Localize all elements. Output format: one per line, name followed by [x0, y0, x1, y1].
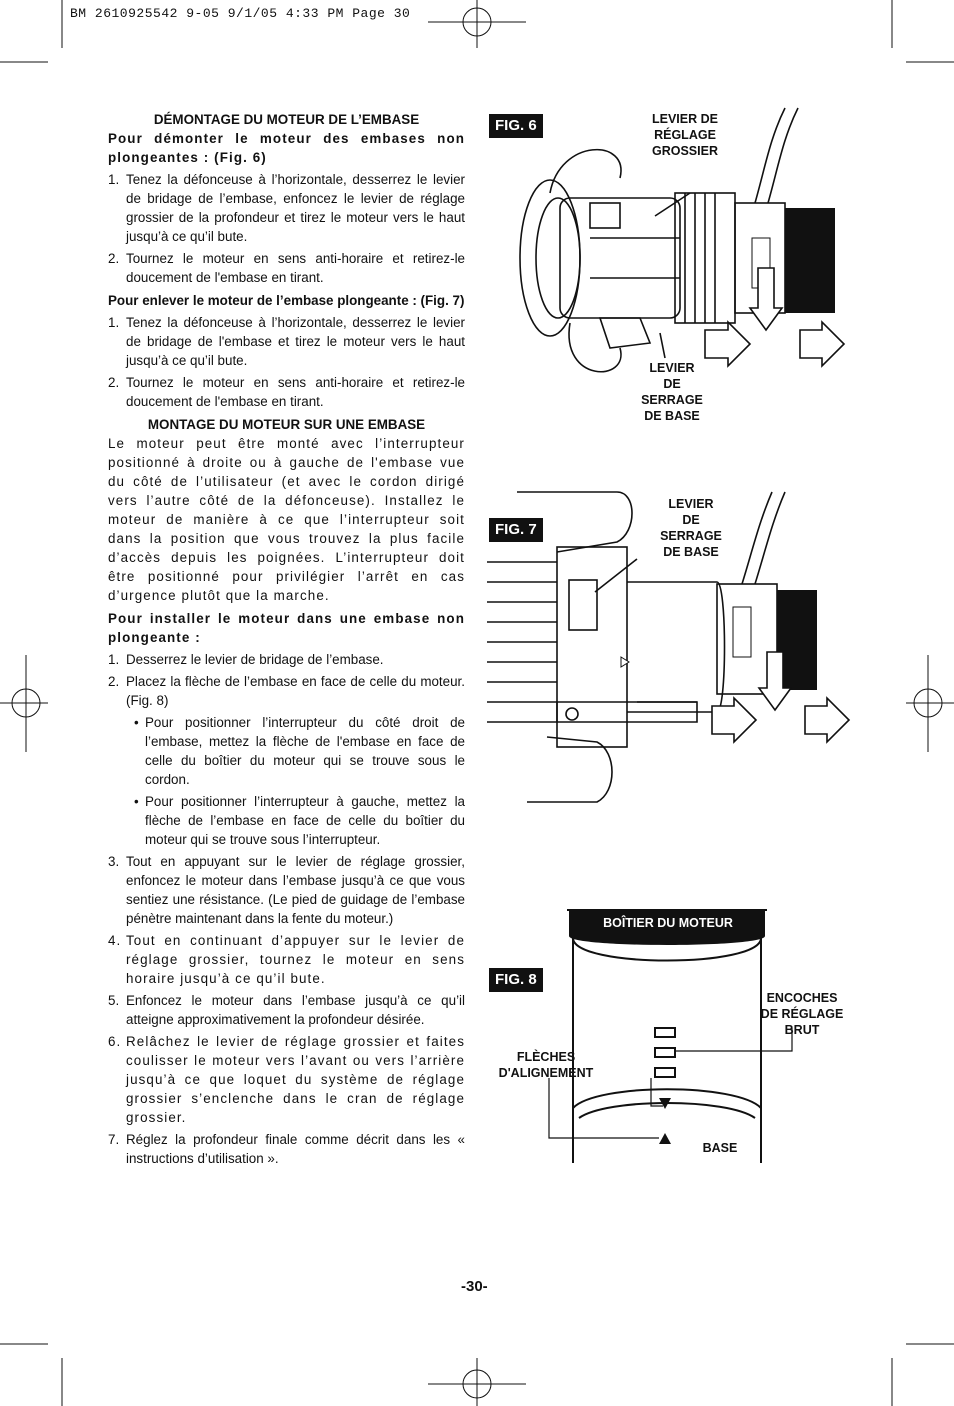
print-header: BM 2610925542 9-05 9/1/05 4:33 PM Page 30 [70, 6, 411, 21]
list-item: 4. Tout en continuant d’appuyer sur le levier de réglage grossier, tournez le moteur en sens horaire jusqu’à ce qu’il bute. [108, 933, 465, 986]
fig8-base-label: BASE [702, 1141, 738, 1155]
list-item: 3. Tout en appuyant sur le levier de réglage grossier, enfoncez le moteur dans l’embase jusqu’à ce que vous sentiez une résistance. (Le pied de guidage de l’embase pénètre maintenant dans la fente du moteur.) [108, 854, 465, 926]
fig8-label: FIG. 8 [489, 968, 543, 992]
fig6-callout-base-clamp: LEVIER DE SERRAGE DE BASE [641, 361, 703, 423]
assembly-intro: Le moteur peut être monté avec l’interrupteur positionné à droite ou à gauche de l'embase vue du côté de l’utilisateur (et avec le cordon dirigé vers l’autre côté de la défonceuse). Installez le moteur de manière à ce que l’interrupteur soit dans la position que vous trouvez la plus facile d’accès depuis les poignées. L’interrupteur doit être positionné pour privilégier l’arrêt en cas d’urgence plutôt que la marche. [108, 436, 465, 603]
fig7-label: FIG. 7 [489, 518, 543, 542]
list-item: 1. Tenez la défonceuse à l’horizontale, desserrez le levier de bridage de l'embase et tirez le moteur vers le haut jusqu’à ce qu’il bute. [108, 315, 465, 368]
fig8-alignment-arrows-label: FLÈCHES D'ALIGNEMENT [498, 1050, 594, 1080]
fig6-router-illustration [500, 108, 860, 388]
fig8-housing-label: BOÎTIER DU MOTEUR [603, 916, 733, 930]
bullet-item: • Pour positionner l’interrupteur du côté droit de l’embase, mettez la flèche de l'embase en face de celle du boîtier du moteur qui se trouve sous le cordon. [134, 715, 465, 787]
list-item: 1. Desserrez le levier de bridage de l’embase. [108, 652, 384, 667]
instructions-column [108, 110, 465, 1168]
list-item: 2. Tournez le moteur en sens anti-horaire et retirez-le doucement de l'embase en tirant. [108, 251, 465, 285]
subheading-plunge: Pour enlever le moteur de l’embase plongeante : (Fig. 7) [108, 293, 465, 308]
fig6-callout-coarse-lever: LEVIER DE RÉGLAGE GROSSIER [652, 112, 718, 158]
page-number: -30- [461, 1278, 488, 1295]
subheading-non-plunge: Pour démonter le moteur des embases non plongeantes : (Fig. 6) [108, 131, 465, 165]
list-item: 7. Réglez la profondeur finale comme décrit dans les « instructions d’utilisation ». [108, 1132, 465, 1166]
list-item: 5. Enfoncez le moteur dans l’embase jusqu’à ce qu’il atteigne approximativement la profondeur désirée. [108, 993, 465, 1027]
fig8-notches-label: ENCOCHES DE RÉGLAGE BRUT [760, 991, 844, 1037]
bullet-item: • Pour positionner l’interrupteur à gauche, mettez la flèche de l’embase en face de celle du boîtier du moteur qui se trouve sous l’interrupteur. [134, 794, 465, 847]
fig6-label: FIG. 6 [489, 114, 543, 138]
section-title-disassembly: DÉMONTAGE DU MOTEUR DE L’EMBASE [153, 112, 420, 127]
list-item: 6. Relâchez le levier de réglage grossier et faites coulisser le moteur vers l’avant ou vers l’arrière jusqu’à ce que loquet du système de réglage grossier s’enclenche dans le cran de réglage grossier. [108, 1034, 465, 1125]
fig7-callout-base-clamp: LEVIER DE SERRAGE DE BASE [660, 497, 722, 559]
fig8-alignment-illustration [567, 908, 767, 1163]
list-item: 1. Tenez la défonceuse à l’horizontale, desserrez le levier de bridage de l’embase, enfoncez le levier de réglage grossier de la profondeur et tirez le moteur vers le haut jusqu’à ce qu’il bute. [108, 172, 465, 244]
list-item: 2. Tournez le moteur en sens anti-horaire et retirez-le doucement de l'embase en tirant. [108, 375, 465, 409]
list-item: 2. Placez la flèche de l’embase en face de celle du moteur. (Fig. 8) [108, 674, 465, 708]
section-title-assembly: MONTAGE DU MOTEUR SUR UNE EMBASE [147, 417, 426, 432]
fig7-plunge-router-illustration [487, 492, 857, 802]
subheading-install: Pour installer le moteur dans une embase non plongeante : [108, 611, 465, 645]
